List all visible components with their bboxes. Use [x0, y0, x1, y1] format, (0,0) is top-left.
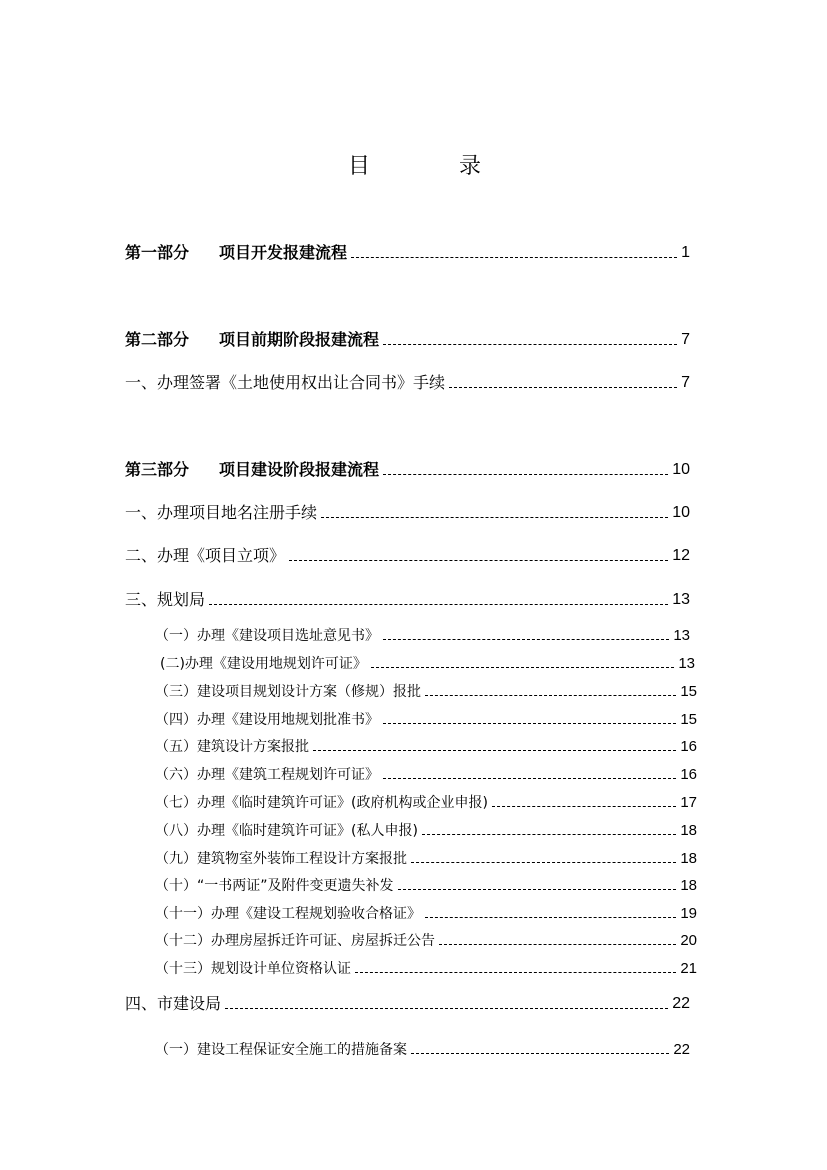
toc-subentry[interactable]: [155, 710, 697, 730]
toc-entry-part-3[interactable]: [125, 459, 690, 481]
toc-subentry[interactable]: [155, 1040, 690, 1060]
toc-entry[interactable]: [125, 993, 690, 1015]
page-number: 22: [673, 1041, 690, 1058]
entry-title: （六）办理《建筑工程规划许可证》: [155, 767, 379, 783]
toc-entry-part-1[interactable]: [125, 242, 690, 264]
entry-title: （四）办理《建设用地规划批准书》: [155, 712, 379, 728]
toc-subentry[interactable]: [155, 931, 697, 951]
part-number: 第三部分: [125, 460, 190, 479]
page-number: 15: [680, 711, 697, 728]
part-number: 第一部分: [125, 243, 190, 262]
entry-title: 一、办理签署《土地使用权出让合同书》手续: [125, 373, 446, 392]
entry-title: （五）建筑设计方案报批: [155, 739, 309, 755]
toc-subentry[interactable]: [155, 904, 697, 924]
entry-title: （九）建筑物室外装饰工程设计方案报批: [155, 851, 407, 867]
toc-subentry[interactable]: [155, 682, 697, 702]
toc-title-char-2: 录: [459, 154, 482, 179]
entry-title: 一、办理项目地名注册手续: [125, 503, 318, 522]
entry-title: （七）办理《临时建筑许可证》(政府机构或企业申报): [155, 795, 488, 811]
part-title: 项目建设阶段报建流程: [219, 460, 380, 479]
entry-title: （八）办理《临时建筑许可证》(私人申报): [155, 823, 418, 839]
dot-leader: [313, 749, 676, 751]
entry-title: 三、规划局: [125, 590, 206, 609]
entry-title: 四、市建设局: [125, 994, 222, 1013]
entry-title: 二、办理《项目立项》: [125, 546, 286, 565]
dot-leader: [209, 603, 668, 605]
entry-title: （十）“一书两证”及附件变更遗失补发: [155, 878, 394, 894]
page-number: 13: [673, 627, 690, 644]
toc-title-char-1: 目: [348, 154, 371, 179]
dot-leader: [422, 833, 676, 835]
page-number: 7: [681, 374, 690, 391]
dot-leader: [289, 559, 668, 561]
toc-entry[interactable]: [125, 502, 690, 524]
dot-leader: [371, 666, 674, 668]
dot-leader: [449, 386, 677, 388]
toc-subentry[interactable]: [155, 876, 697, 896]
page-number: 17: [680, 794, 697, 811]
dot-leader: [383, 638, 669, 640]
toc-subentry[interactable]: [155, 626, 690, 646]
dot-leader: [383, 777, 676, 779]
toc-entry-part-2[interactable]: [125, 329, 690, 351]
toc-entry[interactable]: [125, 545, 690, 567]
page-number: 18: [680, 877, 697, 894]
dot-leader: [492, 805, 676, 807]
dot-leader: [351, 256, 677, 258]
page-number: 15: [680, 683, 697, 700]
toc-subentry[interactable]: [155, 765, 697, 785]
dot-leader: [411, 861, 676, 863]
part-number: 第二部分: [125, 330, 190, 349]
toc-subentry[interactable]: [160, 654, 695, 674]
page-number: 1: [681, 244, 690, 261]
page-number: 18: [680, 822, 697, 839]
page-number: 13: [678, 655, 695, 672]
entry-title: （三）建设项目规划设计方案（修规）报批: [155, 684, 421, 700]
page-number: 19: [680, 905, 697, 922]
page-number: 10: [672, 461, 690, 478]
entry-title: （十三）规划设计单位资格认证: [155, 961, 351, 977]
dot-leader: [425, 694, 676, 696]
page-number: 18: [680, 850, 697, 867]
page-number: 21: [680, 960, 697, 977]
dot-leader: [321, 516, 668, 518]
page-number: 16: [680, 738, 697, 755]
page-number: 10: [672, 504, 690, 521]
entry-title: （十二）办理房屋拆迁许可证、房屋拆迁公告: [155, 933, 435, 949]
toc-subentry[interactable]: [155, 793, 697, 813]
toc-subentry[interactable]: [155, 737, 697, 757]
dot-leader: [355, 971, 676, 973]
page-number: 20: [680, 932, 697, 949]
dot-leader: [383, 722, 676, 724]
page-number: 13: [672, 591, 690, 608]
page-number: 12: [672, 547, 690, 564]
page-number: 16: [680, 766, 697, 783]
dot-leader: [411, 1052, 669, 1054]
dot-leader: [425, 916, 676, 918]
toc-subentry[interactable]: [155, 849, 697, 869]
entry-title: （一）建设工程保证安全施工的措施备案: [155, 1042, 407, 1058]
entry-title: (二)办理《建设用地规划许可证》: [160, 656, 367, 672]
toc-title: [0, 152, 827, 182]
dot-leader: [225, 1007, 668, 1009]
toc-entry[interactable]: [125, 372, 690, 394]
toc-entry[interactable]: [125, 589, 690, 611]
dot-leader: [398, 888, 677, 890]
part-title: 项目开发报建流程: [219, 243, 348, 262]
page-number: 22: [672, 995, 690, 1012]
entry-title: （一）办理《建设项目选址意见书》: [155, 628, 379, 644]
dot-leader: [383, 343, 677, 345]
dot-leader: [383, 473, 668, 475]
toc-subentry[interactable]: [155, 959, 697, 979]
page-number: 7: [681, 331, 690, 348]
toc-subentry[interactable]: [155, 821, 697, 841]
dot-leader: [439, 943, 676, 945]
entry-title: （十一）办理《建设工程规划验收合格证》: [155, 906, 421, 922]
part-title: 项目前期阶段报建流程: [219, 330, 380, 349]
